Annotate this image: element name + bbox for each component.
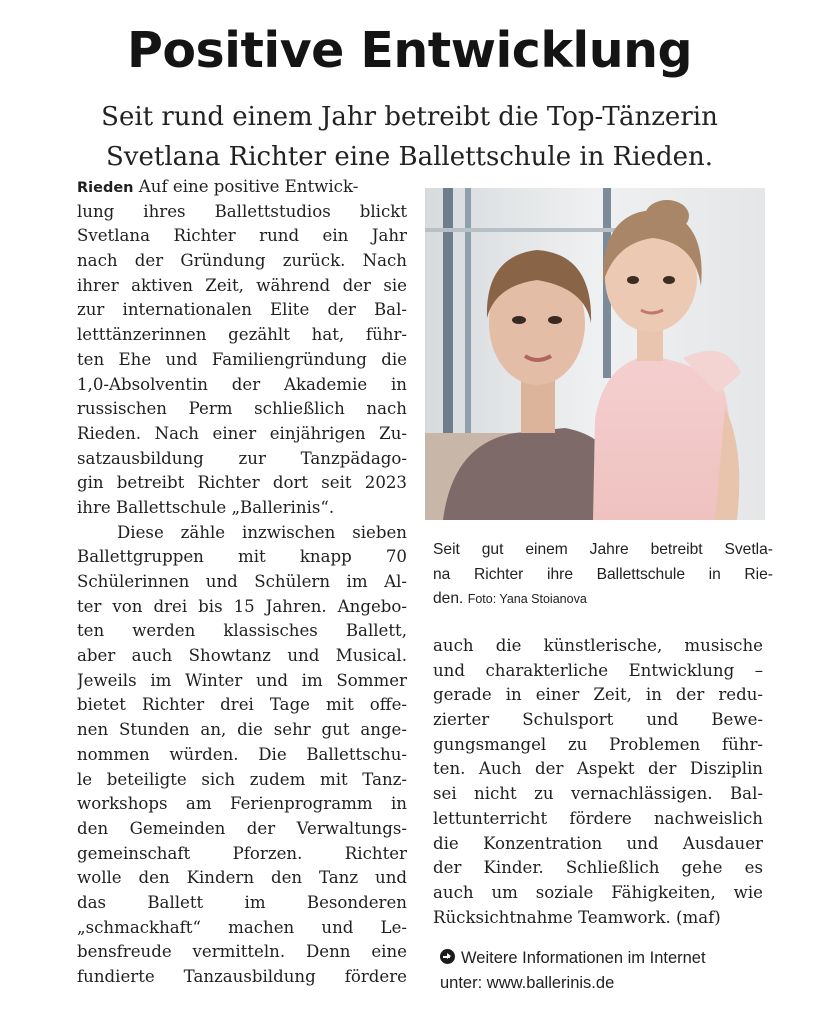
body-text: gungsmangel zu Problemen führ- [433,734,763,754]
subheadline-line: Seit rund einem Jahr betreibt die Top-Tänzerin [101,102,718,132]
body-text: der Kinder. Schließlich gehe es [433,858,763,878]
body-text: die Konzentration und Ausdauer [433,833,763,853]
body-text: Rücksichtnahme Teamwork. (maf) [433,907,721,927]
body-text: Rieden. Nach einer einjährigen Zu- [77,423,407,443]
body-line [77,200,407,225]
body-line [77,496,407,521]
body-line [77,298,407,323]
body-text: sei nicht zu vernachlässigen. Bal- [433,784,763,804]
body-line [77,249,407,274]
body-line [77,743,407,768]
body-line [77,447,407,472]
body-line [77,644,407,669]
body-line [77,842,407,867]
right-column [433,634,763,930]
body-line [77,891,407,916]
body-line [433,832,763,857]
body-text: nommen würden. Die Ballettschu- [77,744,407,764]
subheadline-line: Svetlana Richter eine Ballettschule in Rieden. [105,142,713,172]
body-text: zierter Schulsport und Bewe- [433,710,763,730]
caption-line [433,587,773,612]
body-text: ter von drei bis 15 Jahren. Angebo- [77,596,407,616]
info-line [440,946,785,971]
body-text: russischen Perm schließlich nach [77,399,407,419]
body-line [77,792,407,817]
body-line [433,708,763,733]
body-text: den Gemeinden der Verwaltungs- [77,818,407,838]
body-text: workshops am Ferienprogramm in [77,794,407,814]
body-line [77,471,407,496]
body-line [433,733,763,758]
body-line [433,659,763,684]
dateline: Rieden [77,180,134,196]
body-line [77,323,407,348]
body-line [433,881,763,906]
body-text: das Ballett im Besonderen [77,892,407,912]
info-url[interactable]: unter: www.ballerinis.de [440,974,615,992]
body-text: zur internationalen Elite der Bal- [77,300,407,320]
body-text: Ballettgruppen mit knapp 70 [77,547,407,567]
body-line [77,718,407,743]
caption-line: na Richter ihre Ballettschule in Rie- [433,565,773,583]
body-text: ten Ehe und Familiengründung die [77,349,407,369]
body-text: lung ihres Ballettstudios blickt [77,201,407,221]
body-text: ihre Ballettschule „Ballerinis“. [77,497,335,517]
body-text: Svetlana Richter rund ein Jahr [77,226,407,246]
body-line [77,274,407,299]
body-line [433,807,763,832]
body-line [77,965,407,990]
arrow-right-circle-icon [440,949,455,964]
body-text: Schülerinnen und Schülern im Al- [77,572,407,591]
photo-credit: Foto: Yana Stoianova [467,592,587,606]
body-line [433,906,763,931]
info-box [440,946,785,996]
body-line [77,175,407,200]
body-text: lettunterricht fördere nachweislich [433,808,763,828]
body-text: gin betreibt Richter dort seit 2023 [77,473,407,493]
body-text: „schmackhaft“ machen und Le- [77,917,407,937]
body-line [77,866,407,891]
body-text: gerade in einer Zeit, in der redu- [433,685,763,705]
body-text: ten werden klassisches Ballett, [77,621,407,641]
body-line [77,768,407,793]
body-line [77,619,407,644]
body-line [77,397,407,422]
body-line [433,782,763,807]
body-text: 1,0-Absolventin der Akademie in [77,374,407,394]
photo-illustration [425,188,765,520]
body-line [77,940,407,965]
body-text: letttänzerinnen gezählt hat, führ- [77,325,407,345]
body-line [77,595,407,620]
body-text: auch um soziale Fähigkeiten, wie [433,882,763,902]
body-line [77,224,407,249]
body-line [77,348,407,373]
body-line [77,693,407,718]
body-line [433,757,763,782]
body-text: Diese zähle inzwischen sieben [117,522,407,542]
headline: Positive Entwicklung [126,22,693,79]
body-text: nen Stunden an, die sehr gut ange- [77,720,407,740]
article-photo [425,188,765,520]
body-text: Jeweils im Winter und im Sommer [77,670,407,690]
subheadline [0,97,819,177]
body-line [77,817,407,842]
body-text: le beteiligte sich zudem mit Tanz- [77,769,407,789]
body-text: aber auch Showtanz und Musical. [77,646,407,666]
body-text: bietet Richter drei Tage mit offe- [77,695,407,715]
body-line [433,856,763,881]
body-text: gemeinschaft Pforzen. Richter [77,843,407,863]
body-line [433,634,763,659]
body-line [433,683,763,708]
caption-end: den. [433,590,464,607]
body-text: Auf eine positive Entwick- [133,177,359,196]
body-text: und charakterliche Entwicklung – [433,660,763,680]
caption-line: Seit gut einem Jahre betreibt Svetla- [433,541,773,558]
body-text: auch die künstlerische, musische [433,636,763,655]
body-line [77,570,407,595]
body-line [77,373,407,398]
info-text: Weitere Informationen im Internet [461,949,706,967]
left-column [77,175,407,990]
body-line [77,545,407,570]
body-text: wolle den Kindern den Tanz und [77,868,407,888]
body-text: ten. Auch der Aspekt der Disziplin [433,759,763,779]
body-text: bensfreude vermitteln. Denn eine [77,942,407,962]
body-text: satzausbildung zur Tanzpädago- [77,448,407,468]
body-line [77,422,407,447]
body-line [77,521,407,546]
body-text: ihrer aktiven Zeit, während der sie [77,275,407,295]
body-text: nach der Gründung zurück. Nach [77,251,407,271]
body-line [77,669,407,694]
body-line [77,916,407,941]
body-text: fundierte Tanzausbildung fördere [77,967,407,986]
photo-caption [433,538,773,612]
